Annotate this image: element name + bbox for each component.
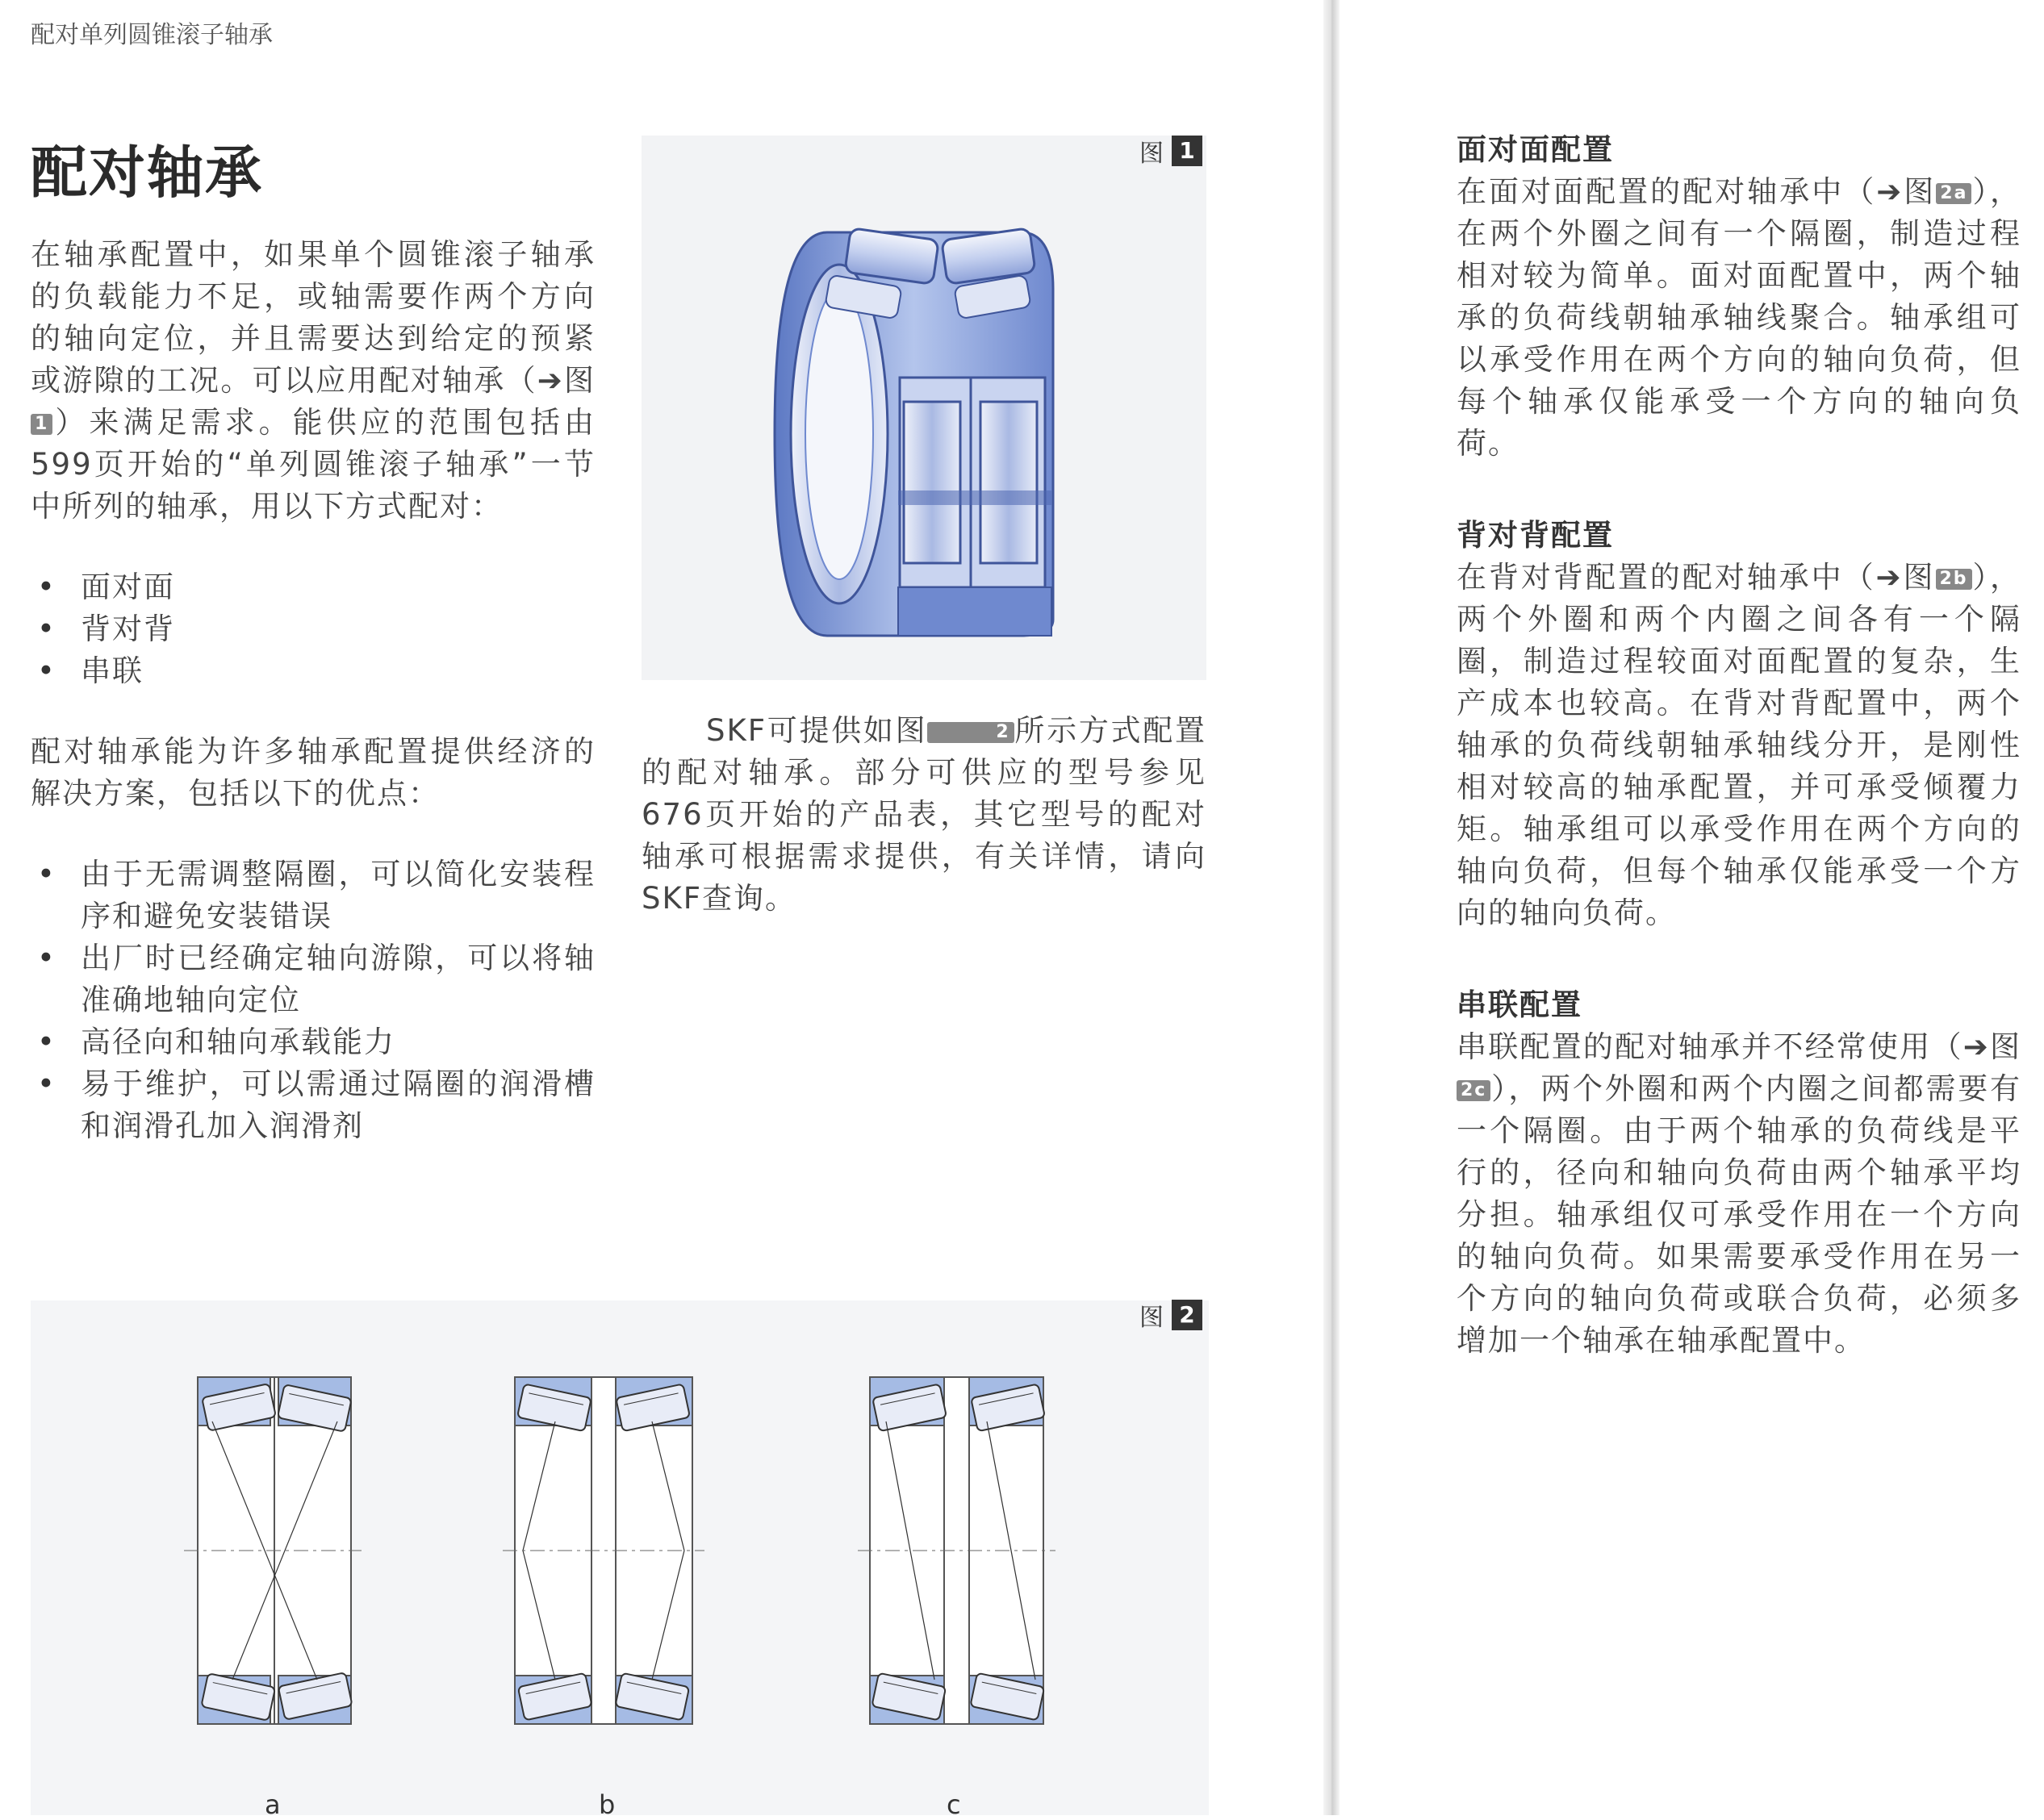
- running-header: 配对单列圆锥滚子轴承: [31, 21, 273, 49]
- tandem-paragraph: 串联配置的配对轴承并不经常使用（➔图2c ），两个外圈和两个内圈之间都需要有一个隔圈。由于两个轴承的负荷线是平行的，径向和轴向负荷由两个轴承平均分担。轴承组仅可承受作用在一个方向的轴向负荷。如果需要承受作用在另一个方向的轴向负荷或联合负荷，必须多增加一个轴承在轴承配置中。: [1457, 1029, 2021, 1358]
- list-item: • 出厂时已经确定轴向游隙，可以将轴准确地轴向定位: [31, 937, 596, 1021]
- list-item: • 易于维护，可以需通过隔圈的润滑槽和润滑孔加入润滑剂: [31, 1063, 596, 1147]
- bearing-illustration: [642, 136, 1206, 680]
- arrangement-b-diagram: [503, 1377, 704, 1724]
- bearing-arrangements-diagram: [31, 1300, 1209, 1815]
- figure-ref: 2a: [1936, 183, 1971, 204]
- page-spine: [1323, 0, 1340, 1815]
- figure-2-label: 图 2: [1139, 1297, 1202, 1333]
- figure-ref: 2: [927, 722, 1014, 743]
- figure-ref: 2c: [1457, 1080, 1490, 1101]
- face-to-face-paragraph: 在面对面配置的配对轴承中（➔图 2a ），在两个外圈之间有一个隔圈，制造过程相对较为简单。面对面配置中，两个轴承的负荷线朝轴承轴线聚合。轴承组可以承受作用在两个方向的轴向负荷，但每个轴承仅能承受一个方向的轴向负荷。: [1457, 174, 2021, 461]
- list-item: • 高径向和轴向承载能力: [31, 1021, 596, 1063]
- supply-paragraph: SKF可提供如图 2 所示方式配置的配对轴承。部分可供应的型号参见676页开始的产品表，其它型号的配对轴承可根据需求提供，有关详情，请向SKF查询。: [642, 713, 1206, 916]
- list-item: • 串联: [31, 650, 596, 692]
- section-heading-tandem: 串联配置: [1457, 987, 1582, 1022]
- list-item: • 背对背: [31, 608, 596, 650]
- figure-1-label: 图 1: [1139, 133, 1202, 169]
- left-column: [31, 234, 596, 1147]
- advantages-list: [31, 854, 596, 1147]
- figure-ref: 1: [31, 414, 52, 435]
- arrangement-list: [31, 566, 596, 692]
- figure-1: [642, 136, 1206, 680]
- arrangement-c-diagram: [858, 1377, 1055, 1724]
- sublabel-b: b: [599, 1789, 616, 1820]
- back-to-back-paragraph: 在背对背配置的配对轴承中（➔图 2b ），两个外圈和两个内圈之间各有一个隔圈，制造过程较面对面配置的复杂，生产成本也较高。在背对背配置中，两个轴承的负荷线朝轴承轴线分开，是刚性相对较高的轴承配置，并可承受倾覆力矩。轴承组可以承受作用在两个方向的轴向负荷，但每个轴承仅能承受一个方向的轴向负荷。: [1457, 560, 2021, 930]
- section-heading-back-to-back: 背对背配置: [1457, 518, 1614, 553]
- list-item: • 面对面: [31, 566, 596, 608]
- middle-column: [642, 710, 1206, 920]
- figure-ref: 2b: [1936, 569, 1972, 590]
- list-item: • 由于无需调整隔圈，可以简化安装程序和避免安装错误: [31, 854, 596, 937]
- figure-2: [31, 1300, 1209, 1815]
- page-title: 配对轴承: [31, 139, 263, 206]
- right-column: [1457, 129, 2021, 1362]
- advantages-intro: 配对轴承能为许多轴承配置提供经济的解决方案，包括以下的优点：: [31, 734, 596, 811]
- sublabel-a: a: [265, 1789, 281, 1820]
- sublabel-c: c: [947, 1789, 961, 1820]
- section-heading-face-to-face: 面对面配置: [1457, 132, 1614, 167]
- arrangement-a-diagram: [184, 1377, 362, 1724]
- intro-paragraph: 在轴承配置中，如果单个圆锥滚子轴承的负载能力不足，或轴需要作两个方向的轴向定位，并且需要达到给定的预紧或游隙的工况。可以应用配对轴承（➔图1 ）来满足需求。能供应的范围包括由599页开始的“单列圆锥滚子轴承”一节中所列的轴承，用以下方式配对：: [31, 237, 596, 524]
